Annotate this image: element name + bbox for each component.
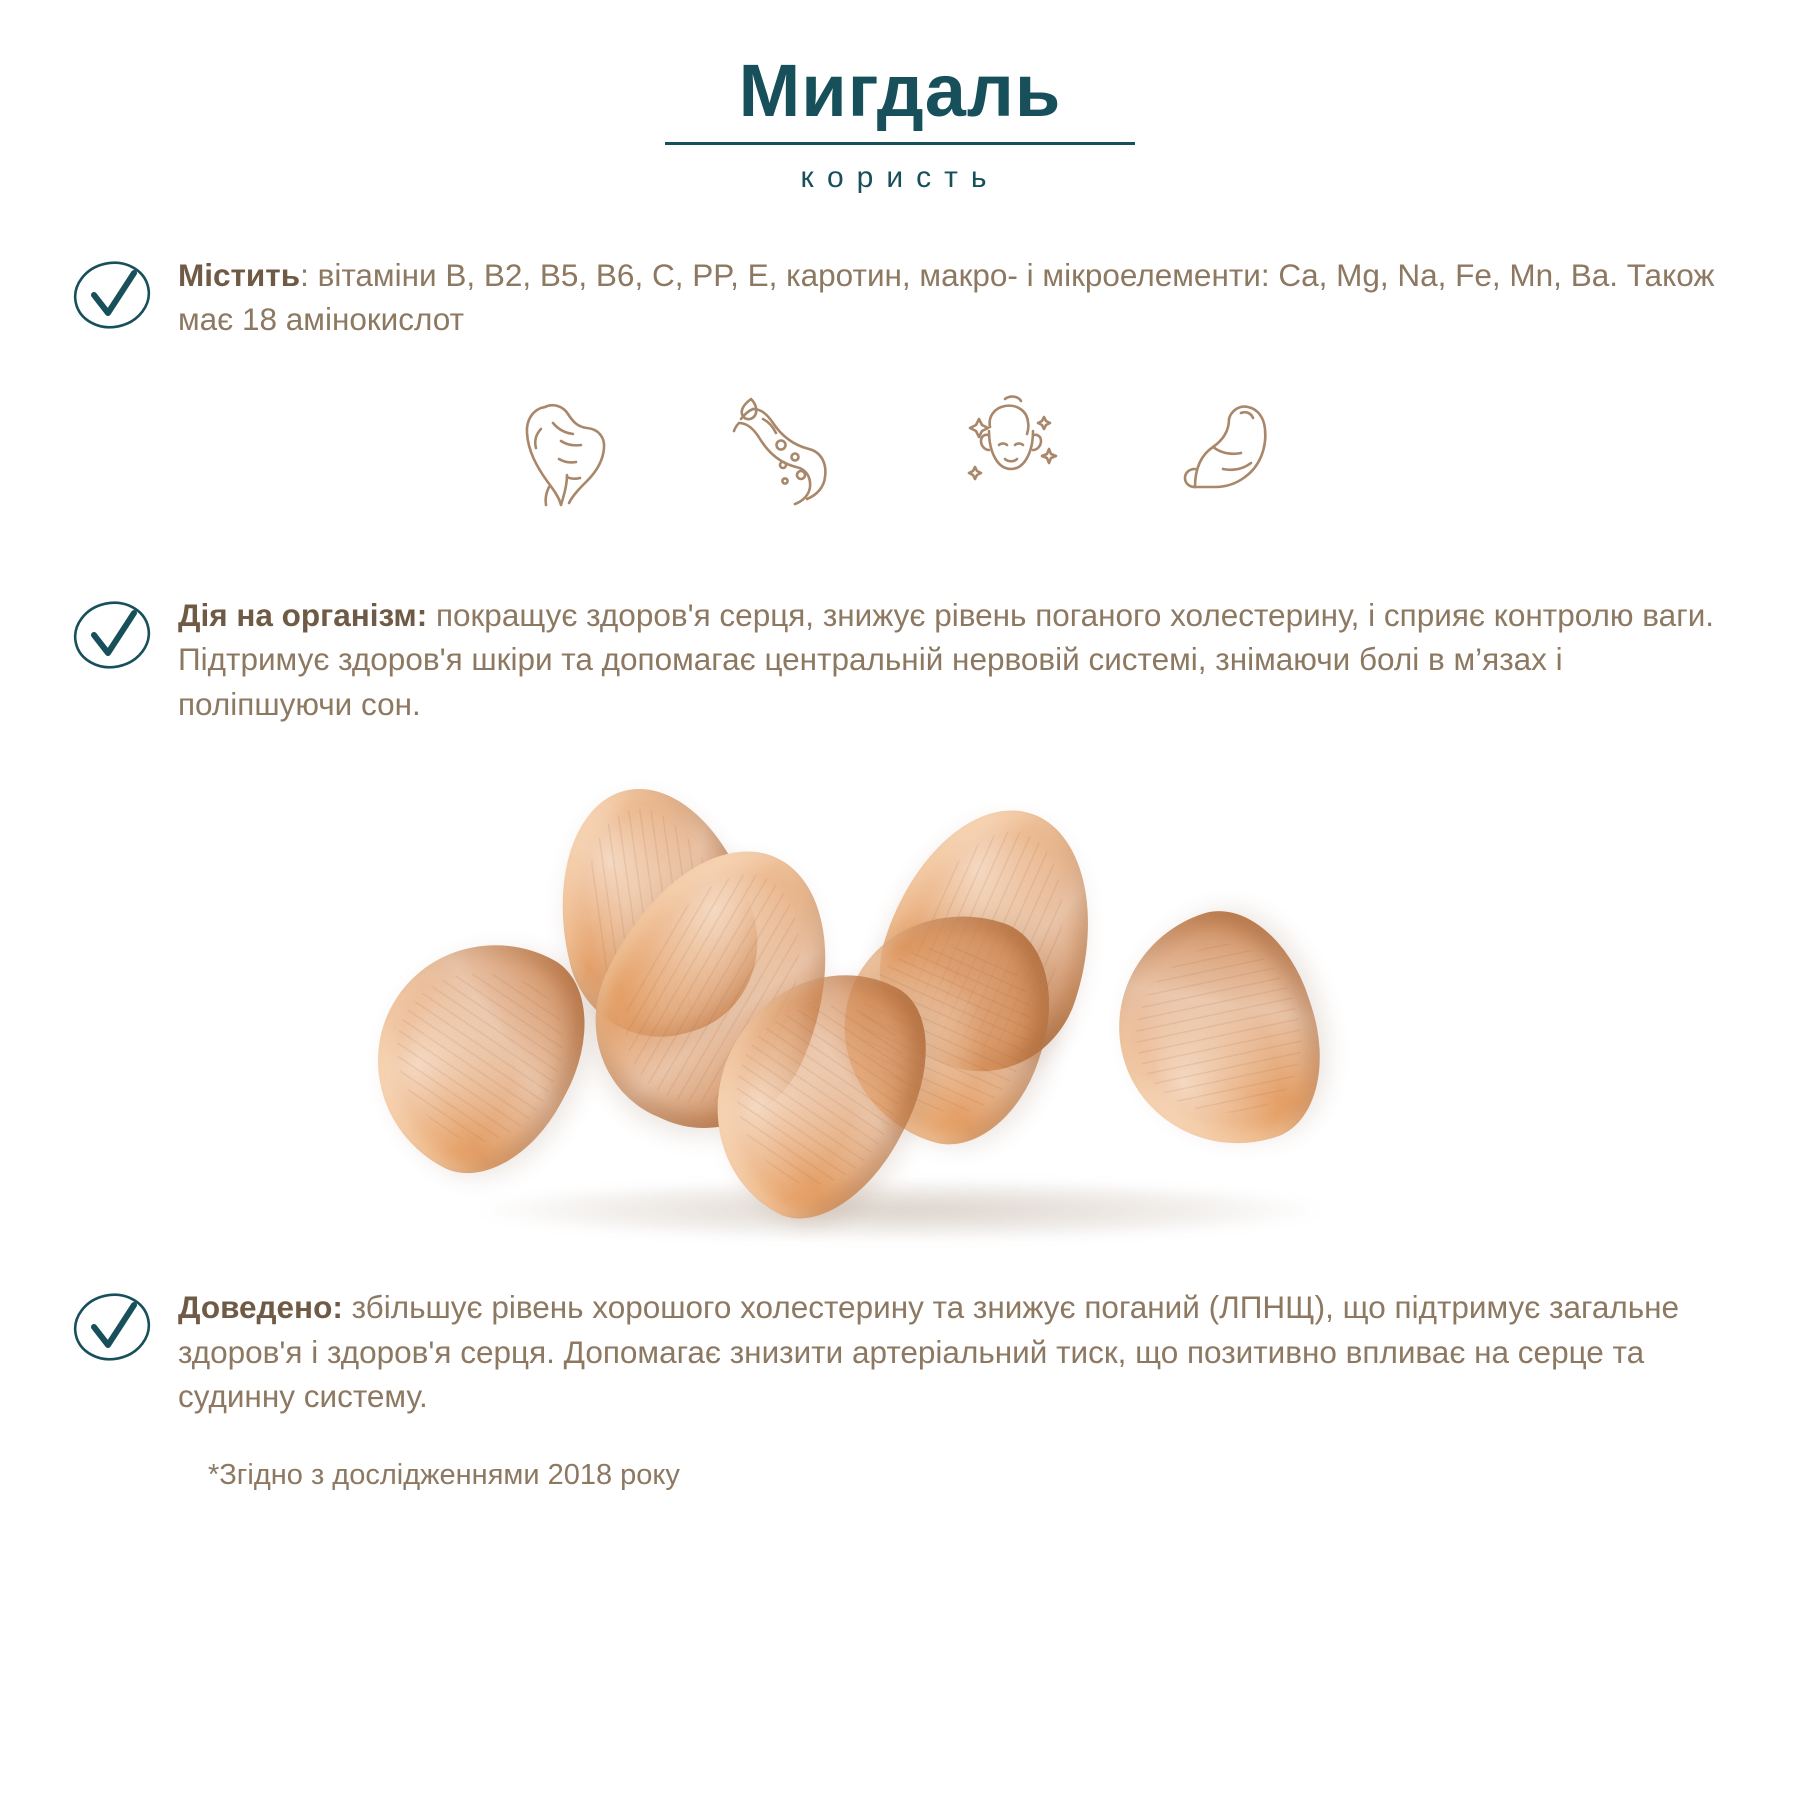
check-mark-icon (64, 1279, 160, 1375)
footnote: *Згідно з дослідженнями 2018 року (208, 1459, 680, 1491)
muscle-arm-icon (1167, 383, 1299, 515)
section-effect-label: Дія на організм: (178, 596, 428, 633)
page-subtitle: користь (800, 160, 1000, 194)
section-contains-label: Містить (178, 256, 301, 293)
almonds-stage (310, 755, 1490, 1255)
section-contains-text (178, 243, 1740, 342)
title-underline (665, 142, 1135, 145)
face-skin-icon (945, 383, 1077, 515)
section-effect (0, 583, 1800, 727)
heart-icon (501, 383, 633, 515)
section-effect-body: покращує здоров'я серця, знижує рівень поганого холестерину, і сприяє контролю ваги. Підтримує здоров'я шкіри та допомагає центральній нервовій системі, знімаючи болі в м’язах і поліпшуючи сон. (178, 596, 1715, 723)
check-mark-icon (64, 587, 160, 683)
page-title: Мигдаль (738, 49, 1062, 132)
header (0, 0, 1800, 195)
almond-nut (1088, 890, 1346, 1174)
photo-shadow (480, 1179, 1320, 1241)
section-contains-body: вітаміни B, B2, B5, B6, C, PP, E, каротин, макро- і мікроелементи: Ca, Mg, Na, Fe, Mn, Ba. Також має 18 амінокислот (178, 256, 1715, 338)
check-mark-icon (64, 247, 160, 343)
section-proven-text (178, 1275, 1740, 1419)
section-effect-text (178, 583, 1740, 727)
section-contains-label-suffix: : (300, 256, 309, 293)
benefit-icon-strip (0, 383, 1800, 515)
section-proven (0, 1275, 1800, 1419)
almonds-photo (0, 755, 1800, 1275)
section-proven-label: Доведено: (178, 1288, 343, 1325)
section-proven-body: збільшує рівень хорошого холестерину та знижує поганий (ЛПНЩ), що підтримує загальне здоров'я і здоров'я серця. Допомагає знизити артеріальний тиск, що позитивно впливає на серце та судинну систему. (178, 1288, 1680, 1415)
blood-vessel-cholesterol-icon (723, 383, 855, 515)
section-contains (0, 243, 1800, 343)
